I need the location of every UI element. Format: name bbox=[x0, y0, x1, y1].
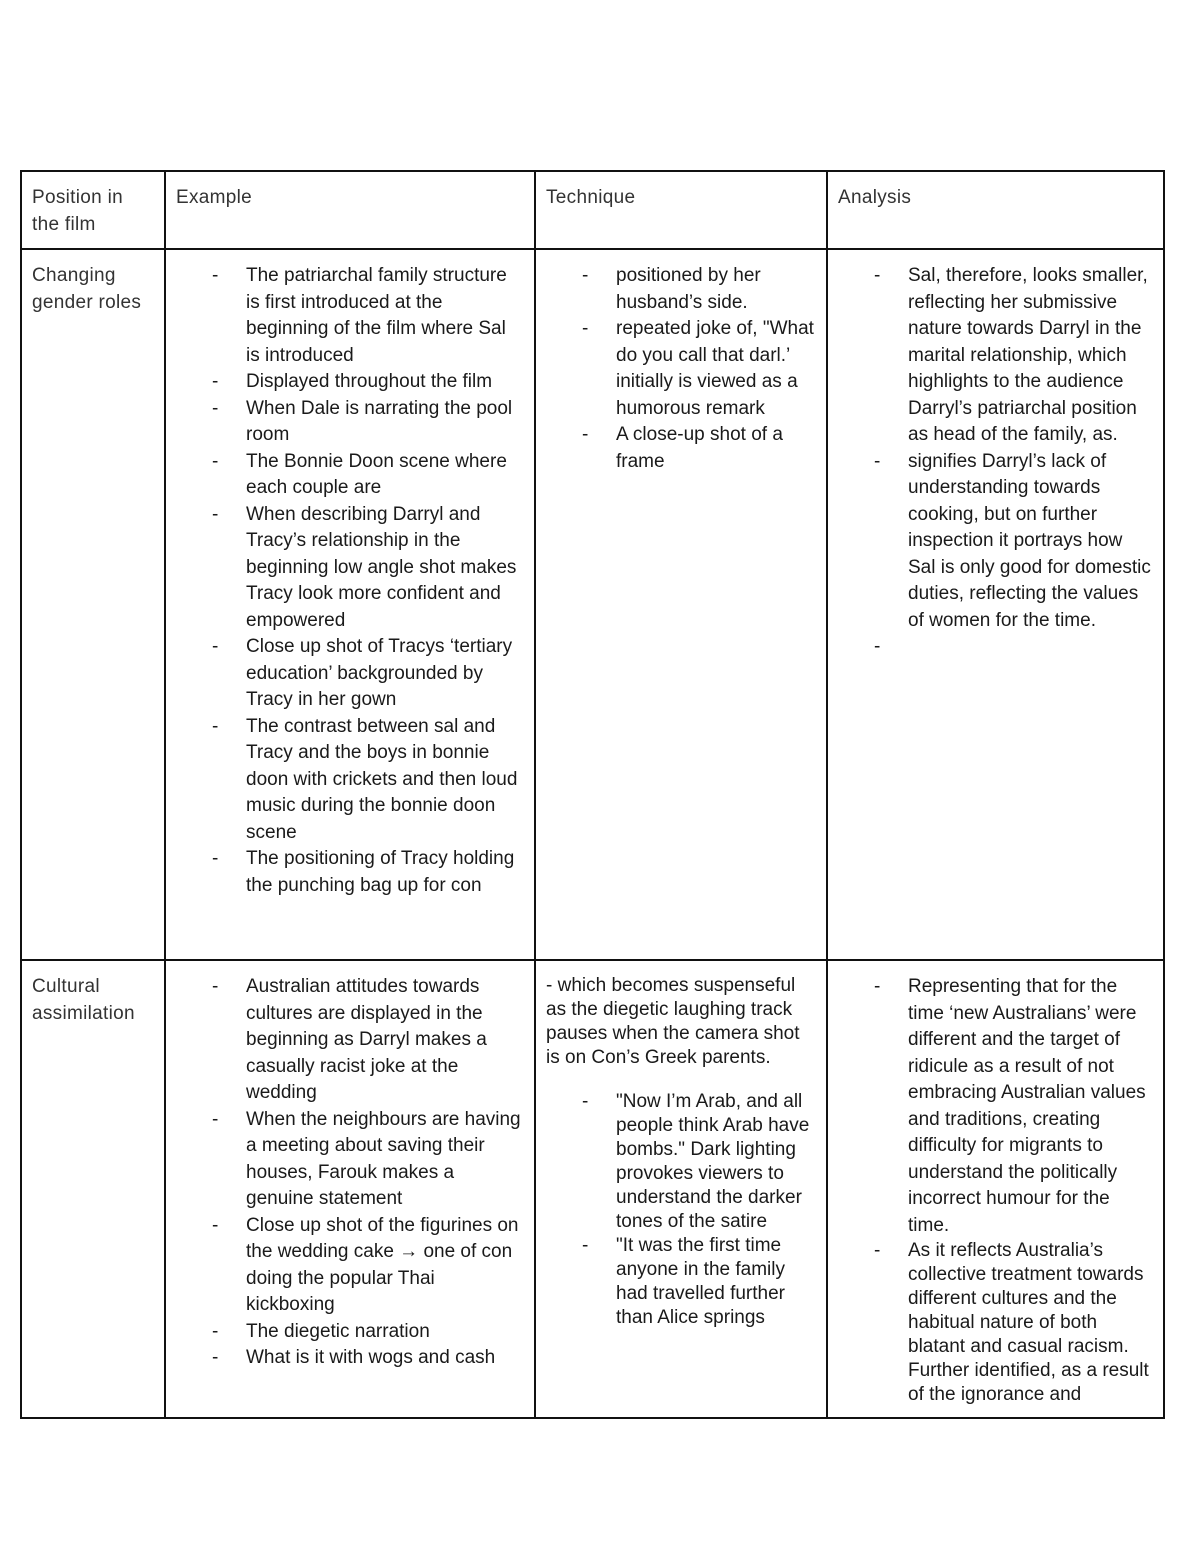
header-position: Position in the film bbox=[21, 171, 165, 249]
analysis-cell bbox=[827, 249, 1164, 960]
list-item: - Close up shot of the figurines on the wedding cake → one of con doing the popular Thai kickboxing bbox=[246, 1213, 524, 1319]
example-list bbox=[176, 974, 524, 1372]
list-item: - When the neighbours are having a meeting about saving their houses, Farouk makes a genuine statement bbox=[246, 1107, 524, 1213]
list-item: - Representing that for the time ‘new Australians’ were different and the target of ridicule as a result of not embracing Australian values and traditions, creating difficulty for migrants to understand the politically incorrect humour for the time. bbox=[908, 974, 1153, 1239]
list-item: - What is it with wogs and cash bbox=[246, 1345, 524, 1372]
list-item: - Close up shot of Tracys ‘tertiary education’ backgrounded by Tracy in her gown bbox=[246, 634, 524, 714]
list-item: - "Now I’m Arab, and all people think Arab have bombs." Dark lighting provokes viewers to understand the darker tones of the satire bbox=[616, 1090, 816, 1234]
technique-cell bbox=[535, 249, 827, 960]
list-item: - Sal, therefore, looks smaller, reflecting her submissive nature towards Darryl in the marital relationship, which highlights to the audience Darryl’s patriarchal position as head of the family, as. bbox=[908, 263, 1153, 449]
technique-list bbox=[546, 1090, 816, 1330]
technique-list bbox=[546, 263, 816, 475]
analysis-cell bbox=[827, 960, 1164, 1418]
list-item: - The diegetic narration bbox=[246, 1319, 524, 1346]
example-cell bbox=[165, 960, 535, 1418]
list-item: - signifies Darryl’s lack of understanding towards cooking, but on further inspection it portrays how Sal is only good for domestic duties, reflecting the values of women for the time. bbox=[908, 449, 1153, 635]
list-item: - A close-up shot of a frame bbox=[616, 422, 816, 475]
list-item: - positioned by her husband’s side. bbox=[616, 263, 816, 316]
example-list bbox=[176, 263, 524, 899]
list-item: - The positioning of Tracy holding the punching bag up for con bbox=[246, 846, 524, 899]
header-row bbox=[21, 171, 1164, 249]
header-example: Example bbox=[165, 171, 535, 249]
list-item: - The Bonnie Doon scene where each couple are bbox=[246, 449, 524, 502]
list-item: - Displayed throughout the film bbox=[246, 369, 524, 396]
table-row bbox=[21, 249, 1164, 960]
header-analysis: Analysis bbox=[827, 171, 1164, 249]
technique-cell bbox=[535, 960, 827, 1418]
list-item: - repeated joke of, "What do you call that darl.’ initially is viewed as a humorous remark bbox=[616, 316, 816, 422]
position-cell: Cultural assimilation bbox=[21, 960, 165, 1418]
header-technique: Technique bbox=[535, 171, 827, 249]
analysis-table bbox=[20, 170, 1165, 1419]
list-item bbox=[908, 634, 1153, 661]
technique-intro: - which becomes suspenseful as the diegetic laughing track pauses when the camera shot is on Con’s Greek parents. bbox=[546, 975, 800, 1068]
list-item: - "It was the first time anyone in the family had travelled further than Alice springs bbox=[616, 1234, 816, 1330]
analysis-list bbox=[838, 263, 1153, 661]
list-item: - As it reflects Australia’s collective treatment towards different cultures and the habitual nature of both blatant and casual racism. Further identified, as a result of the ignorance and bbox=[908, 1239, 1153, 1407]
list-item: - The patriarchal family structure is first introduced at the beginning of the film where Sal is introduced bbox=[246, 263, 524, 369]
list-item: - When describing Darryl and Tracy’s relationship in the beginning low angle shot makes Tracy look more confident and empowered bbox=[246, 502, 524, 635]
table-row bbox=[21, 960, 1164, 1418]
list-item: - The contrast between sal and Tracy and the boys in bonnie doon with crickets and then loud music during the bonnie doon scene bbox=[246, 714, 524, 847]
list-item: - When Dale is narrating the pool room bbox=[246, 396, 524, 449]
list-item: - Australian attitudes towards cultures are displayed in the beginning as Darryl makes a casually racist joke at the wedding bbox=[246, 974, 524, 1107]
position-cell: Changing gender roles bbox=[21, 249, 165, 960]
analysis-list bbox=[838, 974, 1153, 1407]
example-cell bbox=[165, 249, 535, 960]
